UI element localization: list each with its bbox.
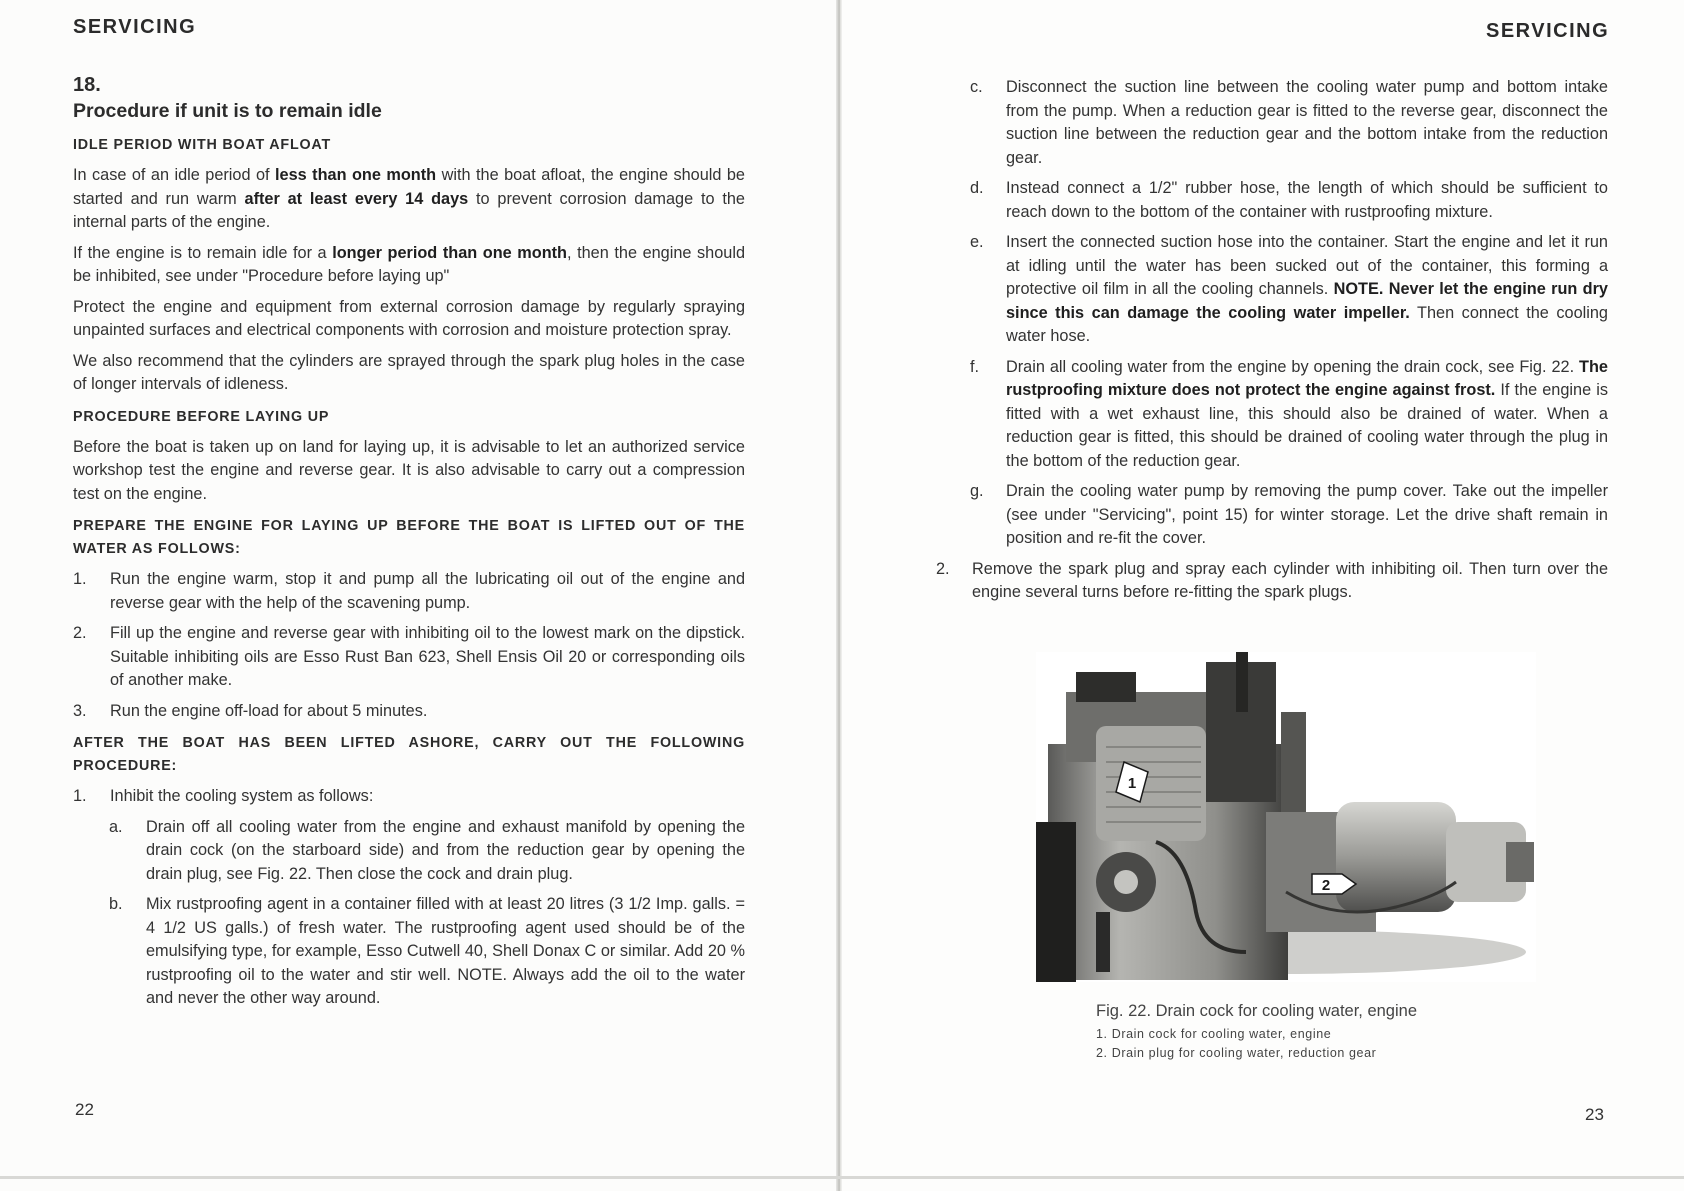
list-item: 3. Run the engine off-load for about 5 minutes. bbox=[73, 701, 428, 720]
list-item: f. Drain all cooling water from the engine by opening the drain cock, see Fig. 22. The rustproofing mixture does not protect the engine against frost. If the engine is fitted with a wet exhaust line, this should also be drained of water. When a reduction gear is fitted, this should be drained of cooling water through the plug in the bottom of the reduction gear. bbox=[970, 357, 1608, 470]
paragraph-spray-cylinders: We also recommend that the cylinders are sprayed through the spark plug holes in the case of longer intervals of idleness. bbox=[73, 351, 745, 393]
right-column bbox=[936, 76, 1608, 605]
heading-after-ashore: AFTER THE BOAT HAS BEEN LIFTED ASHORE, CARRY OUT THE FOLLOWING PROCEDURE: bbox=[73, 735, 745, 774]
engine-photo bbox=[1036, 652, 1536, 982]
paragraph-short-idle: In case of an idle period of less than one month with the boat afloat, the engine should be started and run warm after at least every 14 days to prevent corrosion damage to the internal parts of the engine. bbox=[73, 166, 745, 231]
paragraph-workshop-test: Before the boat is taken up on land for laying up, it is advisable to let an authorized service workshop test the engine and reverse gear. It is also advisable to carry out a compression test on the engine. bbox=[73, 437, 745, 503]
page-number-right: 23 bbox=[1585, 1105, 1604, 1124]
list-item: e. Insert the connected suction hose into the container. Start the engine and let it run at idling until the water has been sucked out of the container, this forming a protective oil film in all the cooling channels. NOTE. Never let the engine run dry since this can damage the cooling water impeller. Then connect the cooling water hose. bbox=[970, 233, 1608, 345]
running-head-right: SERVICING bbox=[1486, 20, 1610, 42]
running-head-left: SERVICING bbox=[73, 16, 197, 38]
figure-caption bbox=[1096, 1000, 1417, 1063]
paragraph-external-corrosion: Protect the engine and equipment from external corrosion damage by regularly spraying unpainted surfaces and electrical components with corrosion and moisture protection spray. bbox=[73, 297, 745, 339]
list-item: d. Instead connect a 1/2" rubber hose, the length of which should be sufficient to reach down to the bottom of the container with rustproofing mixture. bbox=[970, 179, 1608, 221]
page-bottom-edge bbox=[0, 1176, 1684, 1179]
heading-idle-afloat: IDLE PERIOD WITH BOAT AFLOAT bbox=[73, 137, 332, 153]
list-item: 2. Remove the spark plug and spray each cylinder with inhibiting oil. Then turn over the engine several turns before re-fitting the spark plugs. bbox=[936, 559, 1608, 601]
list-item: 1. Run the engine warm, stop it and pump all the lubricating oil out of the engine and reverse gear with the help of the scavening pump. bbox=[73, 570, 745, 612]
heading-prepare-engine: PREPARE THE ENGINE FOR LAYING UP BEFORE THE BOAT IS LIFTED OUT OF THE WATER AS FOLLOWS: bbox=[73, 518, 745, 557]
caption-item: 2. Drain plug for cooling water, reduction gear bbox=[1096, 1046, 1377, 1060]
caption-item: 1. Drain cock for cooling water, engine bbox=[1096, 1027, 1332, 1041]
list-item: 2. Fill up the engine and reverse gear with inhibiting oil to the lowest mark on the dipstick. Suitable inhibiting oils are Esso Rust Ban 623, Shell Ensis Oil 20 or corresponding oils of another make. bbox=[73, 624, 745, 689]
list-item: a. Drain off all cooling water from the engine and exhaust manifold by opening the drain cock (on the starboard side) and from the reduction gear by opening the drain plug, see Fig. 22. Then close the cock and drain plug. bbox=[109, 817, 745, 883]
page-number-left: 22 bbox=[75, 1100, 94, 1119]
heading-laying-up: PROCEDURE BEFORE LAYING UP bbox=[73, 408, 330, 425]
list-item: c. Disconnect the suction line between the cooling water pump and bottom intake from the pump. When a reduction gear is fitted to the reverse gear, disconnect the suction line between the reduction gear and the bottom intake from the reduction gear. bbox=[970, 78, 1608, 167]
section-title: Procedure if unit is to remain idle bbox=[73, 100, 382, 122]
paragraph-long-idle: If the engine is to remain idle for a longer period than one month, then the engine should be inhibited, see under "Procedure before laying up" bbox=[73, 243, 745, 285]
caption-title: Fig. 22. Drain cock for cooling water, engine bbox=[1096, 1002, 1418, 1020]
svg-text:2: 2 bbox=[1321, 877, 1331, 894]
section-number: 18. bbox=[73, 74, 101, 96]
left-page bbox=[0, 0, 838, 1191]
left-column bbox=[73, 72, 745, 1011]
list-item: g. Drain the cooling water pump by removing the pump cover. Take out the impeller (see under "Servicing", point 15) for winter storage. Let the drive shaft remain in position and re-fit the cover. bbox=[970, 482, 1608, 547]
svg-text:1: 1 bbox=[1127, 775, 1137, 792]
list-item: b. Mix rustproofing agent in a container filled with at least 20 litres (3 1/2 Imp. galls. = 4 1/2 US galls.) of fresh water. The rustproofing agent used should be of the emulsifying type, for example, Esso Cutwell 40, Shell Donax C or similar. Add 20 % rustproofing oil to the water and stir well. NOTE. Always add the oil to the water and never the other way around. bbox=[109, 895, 745, 1007]
list-item: 1. Inhibit the cooling system as follows: bbox=[73, 787, 374, 805]
